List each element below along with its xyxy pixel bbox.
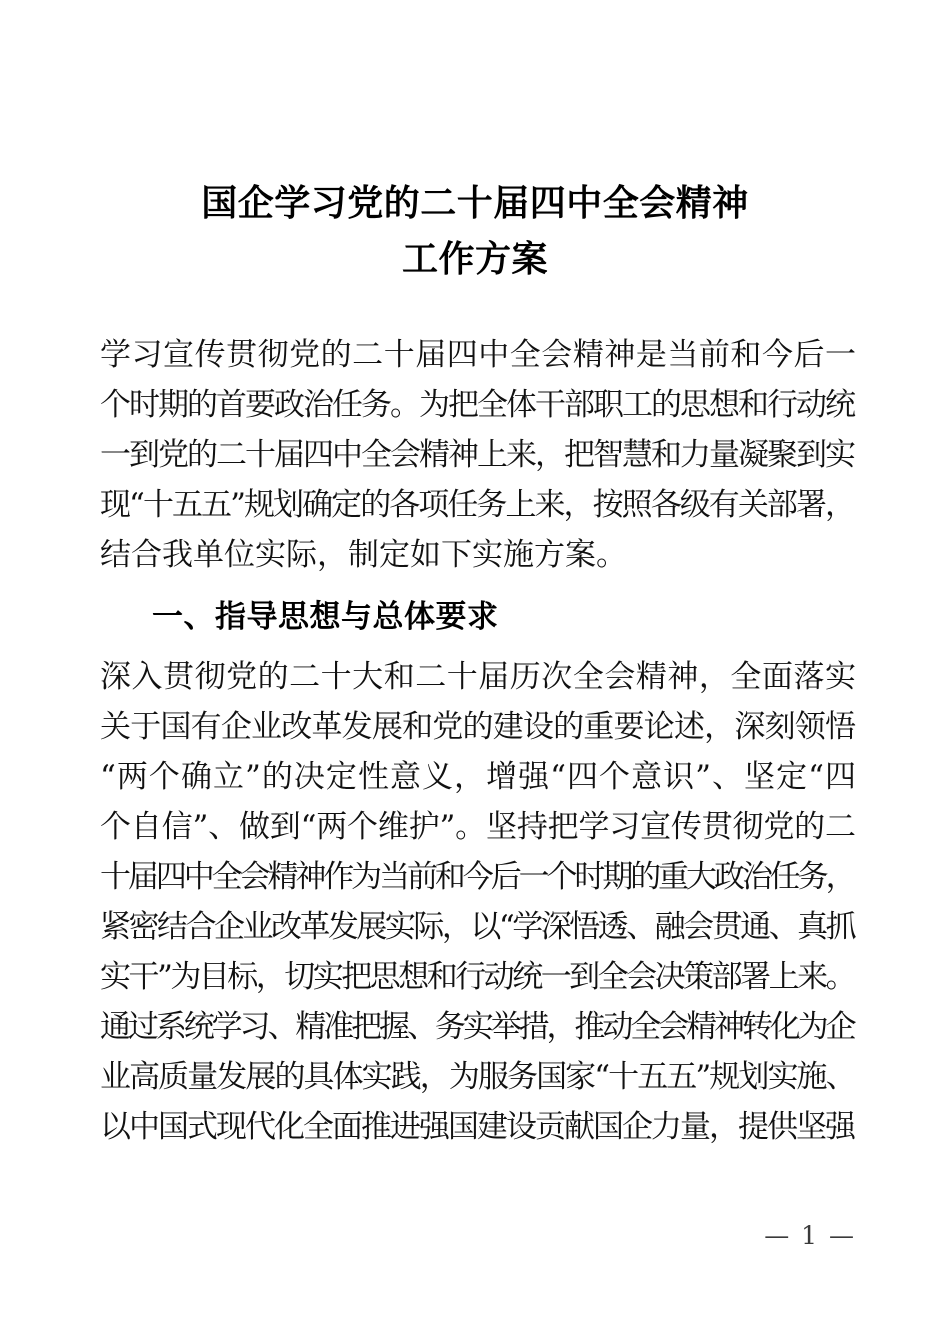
preamble-line (100, 330, 856, 380)
preamble-line-text: 结合我单位实际，制定如下实施方案。 (100, 537, 627, 573)
preamble-line (100, 380, 856, 430)
section-1-line (100, 1052, 856, 1102)
section-1-line (100, 902, 856, 952)
document-title (0, 175, 950, 287)
section-1-line-text: 以中国式现代化全面推进强国建设贡献国企力量，提供坚强 (100, 1109, 854, 1145)
section-1-line-text: 实干”为目标，切实把思想和行动统一到全会决策部署上来。 (100, 959, 855, 995)
section-1-line (100, 852, 856, 902)
spacer (100, 642, 856, 652)
section-1-line-text: 通过系统学习、精准把握、务实举措，推动全会精神转化为企 (100, 1009, 854, 1045)
section-1-line-text: 个自信”、做到“两个维护”。坚持把学习宣传贯彻党的二 (100, 809, 856, 845)
section-1-line-text: 紧密结合企业改革发展实际，以“学深悟透、融会贯通、真抓 (100, 909, 855, 945)
preamble-line (100, 530, 856, 580)
section-1-line-text: “两个确立”的决定性意义，增强“四个意识”、坚定“四 (100, 759, 858, 795)
preamble-line-text: 学习宣传贯彻党的二十届四中全会精神是当前和今后一 (100, 337, 857, 373)
document-title-line-1: 国企学习党的二十届四中全会精神 (201, 183, 749, 223)
section-heading-1: 一、指导思想与总体要求 (152, 599, 499, 634)
preamble-line-text: 一到党的二十届四中全会精神上来，把智慧和力量凝聚到实 (100, 437, 854, 473)
section-1-line (100, 702, 856, 752)
section-1-line (100, 1002, 856, 1052)
section-1-line-text: 深入贯彻党的二十大和二十届历次全会精神，全面落实 (100, 659, 857, 695)
section-1-line (100, 952, 856, 1002)
preamble-paragraph (100, 330, 856, 580)
spacer (100, 580, 856, 592)
section-1-line-text: 业高质量发展的具体实践，为服务国家“十五五”规划实施、 (100, 1059, 855, 1095)
section-1-line (100, 652, 856, 702)
preamble-line (100, 480, 856, 530)
preamble-line (100, 430, 856, 480)
section-1-line-text: 关于国有企业改革发展和党的建设的重要论述，深刻领悟 (100, 709, 856, 745)
preamble-line-text: 个时期的首要政治任务。为把全体干部职工的思想和行动统 (100, 387, 854, 423)
page-number: — 1 — (764, 1221, 856, 1250)
document-body (100, 330, 856, 1152)
page-footer (100, 1218, 856, 1254)
preamble-line-text: 现“十五五”规划确定的各项任务上来，按照各级有关部署， (100, 487, 855, 523)
section-1-line (100, 1102, 856, 1152)
section-1-line (100, 802, 856, 852)
section-1-paragraph (100, 652, 856, 1152)
section-1-line (100, 752, 856, 802)
section-1-line-text: 十届四中全会精神作为当前和今后一个时期的重大政治任务， (100, 859, 854, 895)
document-title-line-2: 工作方案 (401, 239, 548, 279)
